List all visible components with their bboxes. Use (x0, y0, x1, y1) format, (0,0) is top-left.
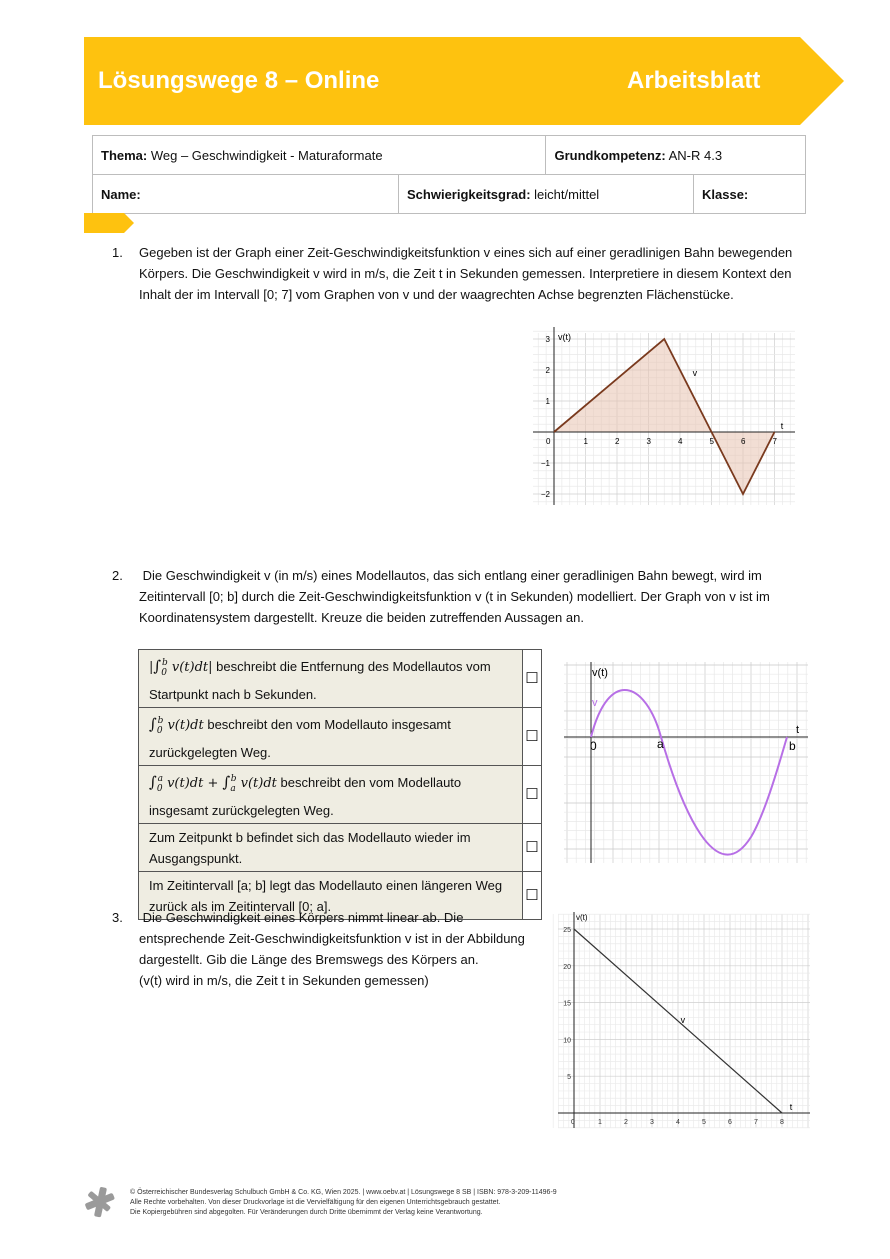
chart-1-y-tick: −2 (540, 490, 550, 499)
option-4: Zum Zeitpunkt b befindet sich das Modellauto wieder im Ausgangspunkt. (139, 824, 523, 872)
publisher-logo-icon (84, 1186, 116, 1218)
chart-3-x-label: t (789, 1102, 793, 1112)
chart-3 (552, 910, 812, 1132)
thema-label: Thema: (101, 147, 148, 163)
chart-1 (533, 325, 798, 509)
chart-3-y-tick: 20 (563, 963, 571, 971)
chart-3-x-tick: 7 (754, 1119, 758, 1126)
header-title: Lösungswege 8 – Online (98, 67, 380, 94)
option-1-formula: $|\int_0^b$ v(t)dt| (149, 657, 213, 678)
chart-1-x-label: t (780, 421, 784, 431)
q2-text: Die Geschwindigkeit v (in m/s) eines Modellautos, das sich entlang einer geradlinigen Bahn bewegt, wird im Zeitintervall [0; b] durch die Zeit-Geschwindigkeitsfunktion v (t in Sekunden) modelliert. Der Graph von v ist im Koordinatensystem dargestellt. Kreuze die beiden zutreffenden Aussagen an. (139, 568, 770, 625)
chart-1-x-tick: 6 (741, 437, 746, 446)
chart-3-x-tick: 8 (780, 1119, 784, 1126)
option-3-formula: $\int_0^a$ $v(t)dt + \int_a^b$ v(t)dt (149, 773, 277, 794)
chart-2-marker-a: a (657, 737, 664, 751)
chart-3-x-tick: 6 (728, 1119, 732, 1126)
kompetenz-label: Grundkompetenz: (554, 147, 666, 163)
chart-1-x-tick: 4 (678, 437, 683, 446)
chart-2 (562, 660, 812, 865)
option-3-text: beschreibt den vom Modellauto insgesamt zurückgelegten Weg. (149, 775, 462, 818)
option-1-text: beschreibt die Entfernung des Modellautos vom Startpunkt nach b Sekunden. (149, 659, 491, 702)
klasse-cell[interactable] (694, 175, 806, 214)
chart-2-series-v (591, 690, 787, 855)
option-2-checkbox[interactable]: ☐ (523, 708, 542, 766)
chart-1-series-label: v (692, 368, 698, 379)
q3-number: 3. (112, 910, 123, 925)
footer-line-3: Die Kopiergebühren sind abgegolten. Für Veränderungen durch Dritte übernimmt der Verlag keine Verantwortung. (130, 1209, 483, 1216)
chart-1-y-label: v(t) (558, 332, 571, 342)
chart-3-x-tick: 2 (624, 1119, 628, 1126)
chart-1-y-tick: 2 (545, 366, 550, 375)
chart-1-x-tick: 0 (546, 437, 551, 446)
option-1 (139, 650, 523, 708)
info-table (92, 135, 806, 214)
q3-line-3: dargestellt. Gib die Länge des Bremswegs des Körpers an. (139, 952, 479, 967)
chart-1-x-tick: 1 (583, 437, 588, 446)
chart-1-y-tick: 3 (545, 335, 550, 344)
header-right-title: Arbeitsblatt (627, 67, 761, 94)
q3-text (139, 907, 539, 991)
q2-number: 2. (112, 568, 123, 583)
option-3 (139, 766, 523, 824)
chart-3-x-tick: 3 (650, 1119, 654, 1126)
kompetenz-cell (546, 136, 806, 175)
option-2-formula: $\int_0^b$ v(t)dt (149, 715, 204, 736)
chart-1-x-tick: 5 (709, 437, 714, 446)
chart-1-x-tick: 7 (772, 437, 777, 446)
chart-2-y-label: v(t) (592, 667, 608, 679)
q3-line-2: entsprechende Zeit-Geschwindigkeitsfunktion v ist in der Abbildung (139, 931, 525, 946)
chart-2-marker-b: b (789, 739, 796, 753)
option-5-checkbox[interactable]: ☐ (523, 872, 542, 920)
schwierigkeit-value: leicht/mittel (534, 186, 600, 202)
thema-cell (93, 136, 546, 175)
chart-2-series-label: v (592, 697, 598, 709)
chart-3-x-tick: 0 (571, 1119, 575, 1126)
chart-3-y-tick: 10 (563, 1037, 571, 1045)
chart-3-y-tick: 5 (567, 1074, 571, 1082)
chart-2-grid (564, 662, 808, 863)
kompetenz-value: AN-R 4.3 (668, 147, 723, 163)
thema-value: Weg – Geschwindigkeit - Maturaformate (150, 147, 383, 163)
chart-3-x-tick: 1 (598, 1119, 602, 1126)
q3-line-4: (v(t) wird in m/s, die Zeit t in Sekunden gemessen) (139, 973, 429, 988)
footer-line-2: Alle Rechte vorbehalten. Von dieser Druckvorlage ist die Vervielfältigung für den eigenen Unterrichtsgebrauch gestattet. (130, 1199, 501, 1206)
header-banner (84, 37, 844, 125)
schwierigkeit-label: Schwierigkeitsgrad: (407, 186, 531, 202)
option-1-checkbox[interactable]: ☐ (523, 650, 542, 708)
option-3-checkbox[interactable]: ☐ (523, 766, 542, 824)
chart-3-y-tick: 15 (563, 1000, 571, 1008)
q3-line-1: Die Geschwindigkeit eines Körpers nimmt linear ab. Die (142, 910, 464, 925)
chart-1-x-tick: 2 (615, 437, 620, 446)
schwierigkeit-cell (399, 175, 694, 214)
option-2 (139, 708, 523, 766)
q1-text: Gegeben ist der Graph einer Zeit-Geschwindigkeitsfunktion v eines sich auf einer geradlinigen Bahn bewegenden Körpers. Die Geschwindigkeit v wird in m/s, die Zeit t in Sekunden gemessen. Interpretiere in diesem Kontext den Inhalt der im Intervall [0; 7] vom Graphen von v und der waagrechten Achse begrenzten Flächenstücke. (139, 245, 793, 302)
name-label: Name: (101, 186, 141, 202)
option-2-text: beschreibt den vom Modellauto insgesamt zurückgelegten Weg. (149, 717, 451, 760)
chart-2-x-label: t (796, 724, 800, 736)
option-4-checkbox[interactable]: ☐ (523, 824, 542, 872)
chart-3-y-tick: 25 (563, 927, 571, 934)
name-cell[interactable] (93, 175, 399, 214)
chart-3-series-label: v (680, 1015, 686, 1026)
section-arrow (84, 213, 136, 233)
chart-3-y-label: v(t) (576, 913, 588, 922)
q1-number: 1. (112, 245, 123, 260)
chart-1-y-tick: −1 (540, 459, 550, 468)
chart-3-x-tick: 5 (702, 1119, 706, 1126)
klasse-label: Klasse: (702, 186, 749, 202)
chart-1-x-tick: 3 (646, 437, 651, 446)
footer (130, 1188, 557, 1218)
chart-1-y-tick: 1 (545, 397, 550, 406)
footer-line-1: © Österreichischer Bundesverlag Schulbuch GmbH & Co. KG, Wien 2025. | www.oebv.at | Lösungswege 8 SB | ISBN: 978-3-209-11496-9 (130, 1189, 557, 1196)
option-5: Im Zeitintervall [a; b] legt das Modellauto einen längeren Weg zurück als im Zeitintervall [0; a]. (139, 872, 523, 920)
multiple-choice-table (138, 649, 542, 920)
chart-2-marker-0: 0 (590, 739, 597, 753)
chart-3-x-tick: 4 (676, 1119, 680, 1126)
